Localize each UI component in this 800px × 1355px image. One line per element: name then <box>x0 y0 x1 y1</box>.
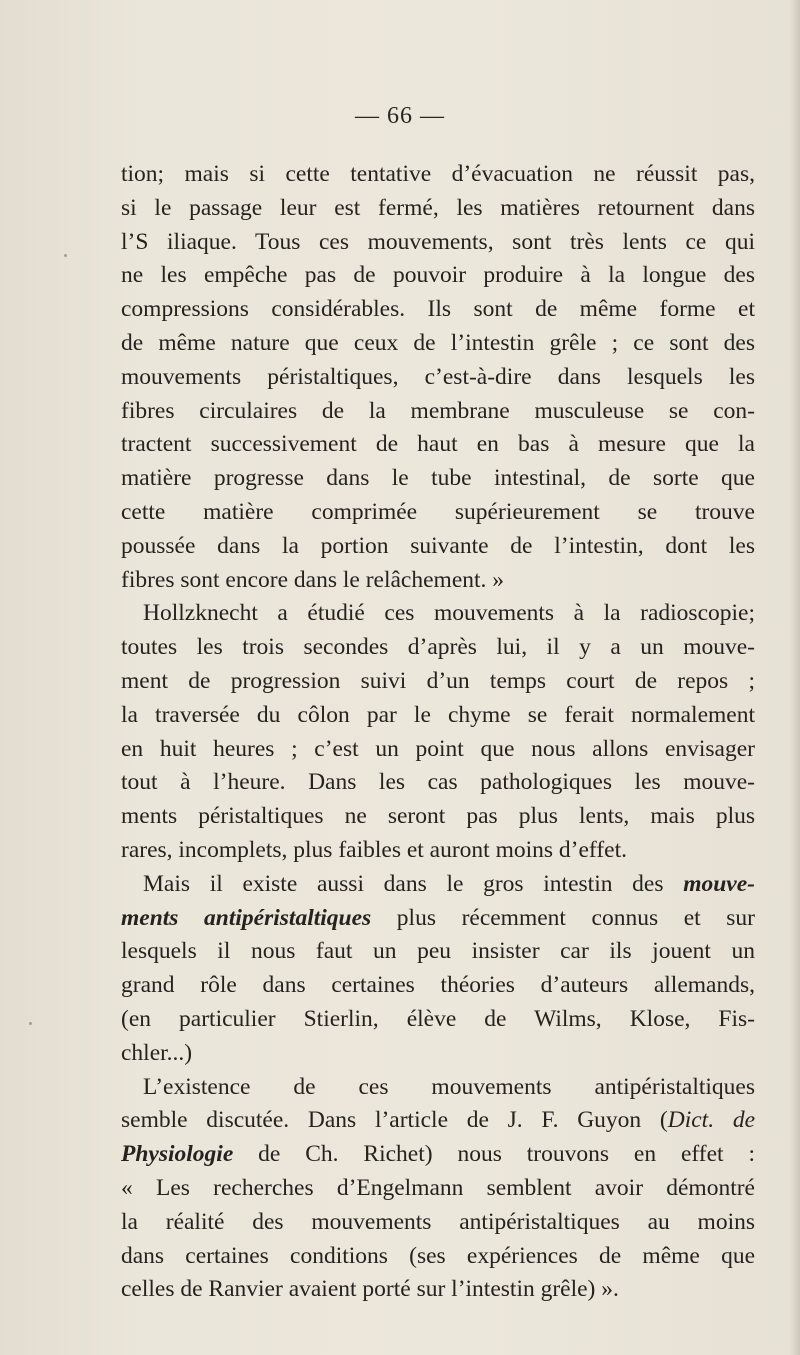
paper-speck <box>29 1022 32 1025</box>
text-line: tractent successivement de haut en bas à mesure que la <box>121 431 755 458</box>
text-line: l’S iliaque. Tous ces mouvements, sont très lents ce qui <box>121 228 755 255</box>
text-line: compressions considérables. Ils sont de même forme et <box>121 296 755 323</box>
text-line: ment de progression suivi d’un temps court de repos ; <box>121 667 755 694</box>
text-line: ments péristaltiques ne seront pas plus lents, mais plus <box>121 803 755 830</box>
text-line: mouvements péristaltiques, c’est-à-dire dans lesquels les <box>121 363 755 390</box>
paragraph-start-line: L’existence de ces mouvements antipéristaltiques <box>143 1073 755 1100</box>
text-line: fibres circulaires de la membrane musculeuse se con- <box>121 397 755 424</box>
text-line: la réalité des mouvements antipéristaltiques au moins <box>121 1208 755 1235</box>
text-line: fibres sont encore dans le relâchement. » <box>121 566 505 593</box>
text-line: « Les recherches d’Engelmann semblent avoir démontré <box>121 1174 755 1201</box>
text-line: de même nature que ceux de l’intestin grêle ; ce sont des <box>121 329 755 356</box>
paragraph-start-line: Hollzknecht a étudié ces mouvements à la radioscopie; <box>143 600 755 627</box>
text-line: dans certaines conditions (ses expériences de même que <box>121 1242 755 1269</box>
text-line: tion; mais si cette tentative d’évacuation ne réussit pas, <box>121 161 755 187</box>
text-segment: de Ch. Richet) nous trouvons en effet : <box>233 1141 755 1168</box>
text-line: lesquels il nous faut un peu insister car ils jouent un <box>121 938 755 965</box>
text-line: ne les empêche pas de pouvoir produire à la longue des <box>121 262 755 289</box>
text-line: cette matière comprimée supérieurement se trouve <box>121 498 755 525</box>
text-line: la traversée du côlon par le chyme se ferait normalement <box>121 701 755 728</box>
page-number: — 66 — <box>355 103 445 129</box>
text-line: toutes les trois secondes d’après lui, il y a un mouve- <box>121 634 755 661</box>
text-line: celles de Ranvier avaient porté sur l’intestin grêle) ». <box>121 1276 619 1303</box>
text-segment: plus récemment connus et sur <box>371 904 755 931</box>
text-line: si le passage leur est fermé, les matières retournent dans <box>121 194 755 221</box>
text-line: (en particulier Stierlin, élève de Wilms, Klose, Fis- <box>121 1005 755 1032</box>
paragraph-start-line <box>121 868 755 902</box>
text-line <box>121 1138 755 1172</box>
citation-italic: Dict. de <box>667 1107 755 1134</box>
text-segment: semble discutée. Dans l’article de J. F. Guyon ( <box>121 1107 668 1134</box>
body-text <box>121 158 755 1307</box>
text-line: grand rôle dans certaines théories d’auteurs allemands, <box>121 972 755 999</box>
text-segment: Mais il existe aussi dans le gros intestin des <box>143 870 684 897</box>
text-line: en huit heures ; c’est un point que nous allons envisager <box>121 735 755 762</box>
text-line <box>121 902 755 936</box>
emphasis-text: mouve- <box>683 870 755 897</box>
citation-italic: Physiologie <box>121 1141 234 1168</box>
text-line: rares, incomplets, plus faibles et auront moins d’effet. <box>121 836 627 863</box>
text-line: matière progresse dans le tube intestinal, de sorte que <box>121 465 755 492</box>
text-line: poussée dans la portion suivante de l’intestin, dont les <box>121 532 755 559</box>
text-line <box>121 1104 755 1138</box>
page-edge-shadow <box>790 0 800 1355</box>
text-line: tout à l’heure. Dans les cas pathologiques les mouve- <box>121 769 755 796</box>
emphasis-text: ments antipéristaltiques <box>121 904 372 931</box>
paper-speck <box>64 254 67 257</box>
text-line: chler...) <box>121 1039 193 1066</box>
